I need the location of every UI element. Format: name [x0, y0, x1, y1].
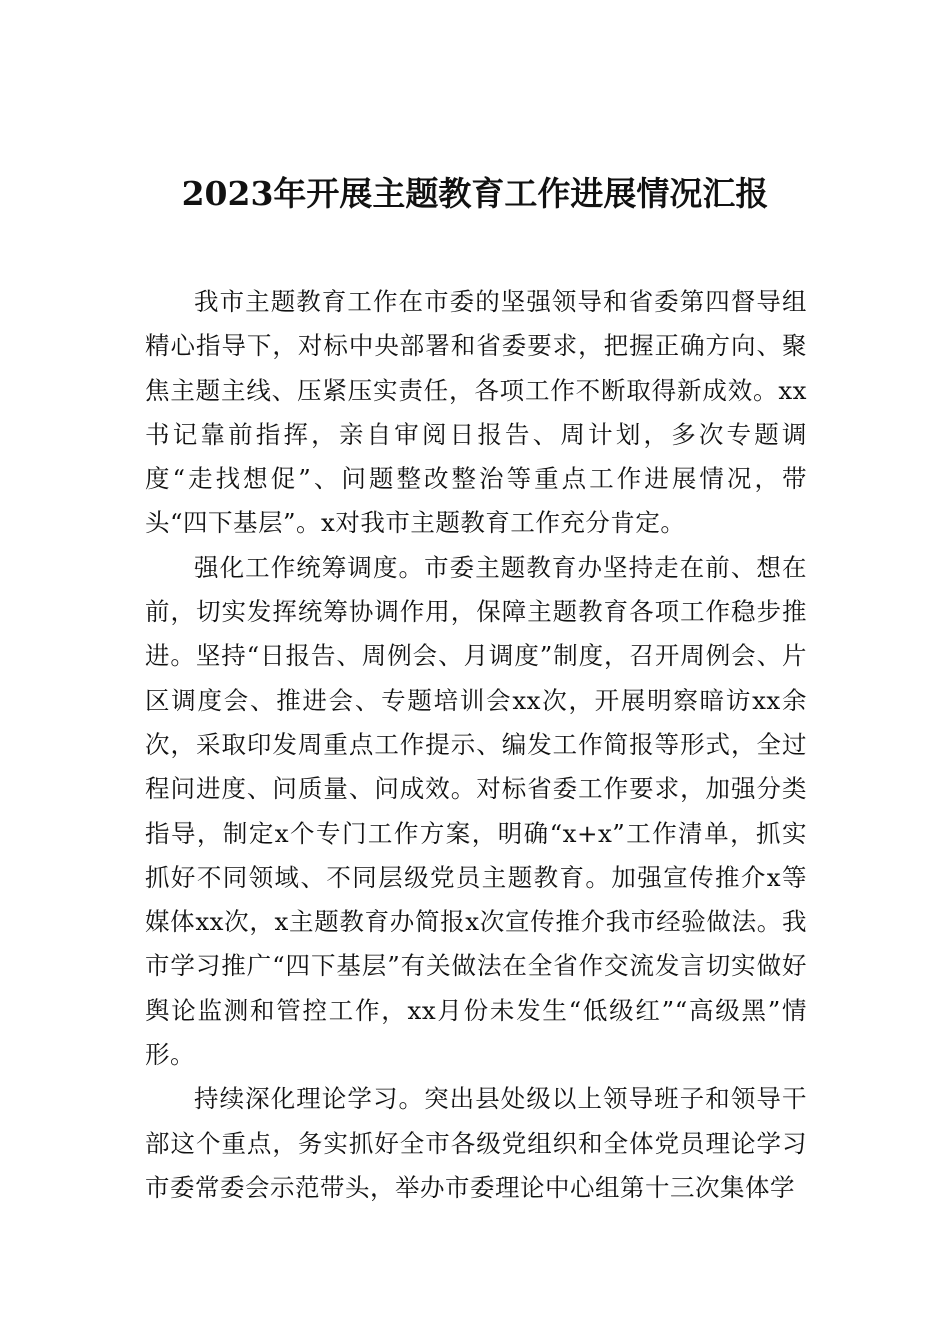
document-body — [145, 280, 807, 1210]
paragraph-intro: 我市主题教育工作在市委的坚强领导和省委第四督导组精心指导下，对标中央部署和省委要求，把握正确方向、聚焦主题主线、压紧压实责任，各项工作不断取得新成效。xx书记靠前指挥，亲自审阅日报告、周计划，多次专题调度“走找想促”、问题整改整治等重点工作进展情况，带头“四下基层”。x对我市主题教育工作充分肯定。 — [145, 287, 807, 538]
paragraph-theory-study: 持续深化理论学习。突出县处级以上领导班子和领导干部这个重点，务实抓好全市各级党组织和全体党员理论学习市委常委会示范带头，举办市委理论中心组第十三次集体学 — [145, 1084, 807, 1202]
document-title: 2023年开展主题教育工作进展情况汇报 — [181, 174, 769, 213]
paragraph-coordination: 强化工作统筹调度。市委主题教育办坚持走在前、想在前，切实发挥统筹协调作用，保障主题教育各项工作稳步推进。坚持“日报告、周例会、月调度”制度，召开周例会、片区调度会、推进会、专题培训会xx次，开展明察暗访xx余次，采取印发周重点工作提示、编发工作简报等形式，全过程问进度、问质量、问成效。对标省委工作要求，加强分类指导，制定x个专门工作方案，明确“x+x”工作清单，抓实抓好不同领域、不同层级党员主题教育。加强宣传推介x等媒体xx次，x主题教育办简报x次宣传推介我市经验做法。我市学习推广“四下基层”有关做法在全省作交流发言切实做好舆论监测和管控工作，xx月份未发生“低级红”“高级黑”情形。 — [145, 552, 807, 1070]
